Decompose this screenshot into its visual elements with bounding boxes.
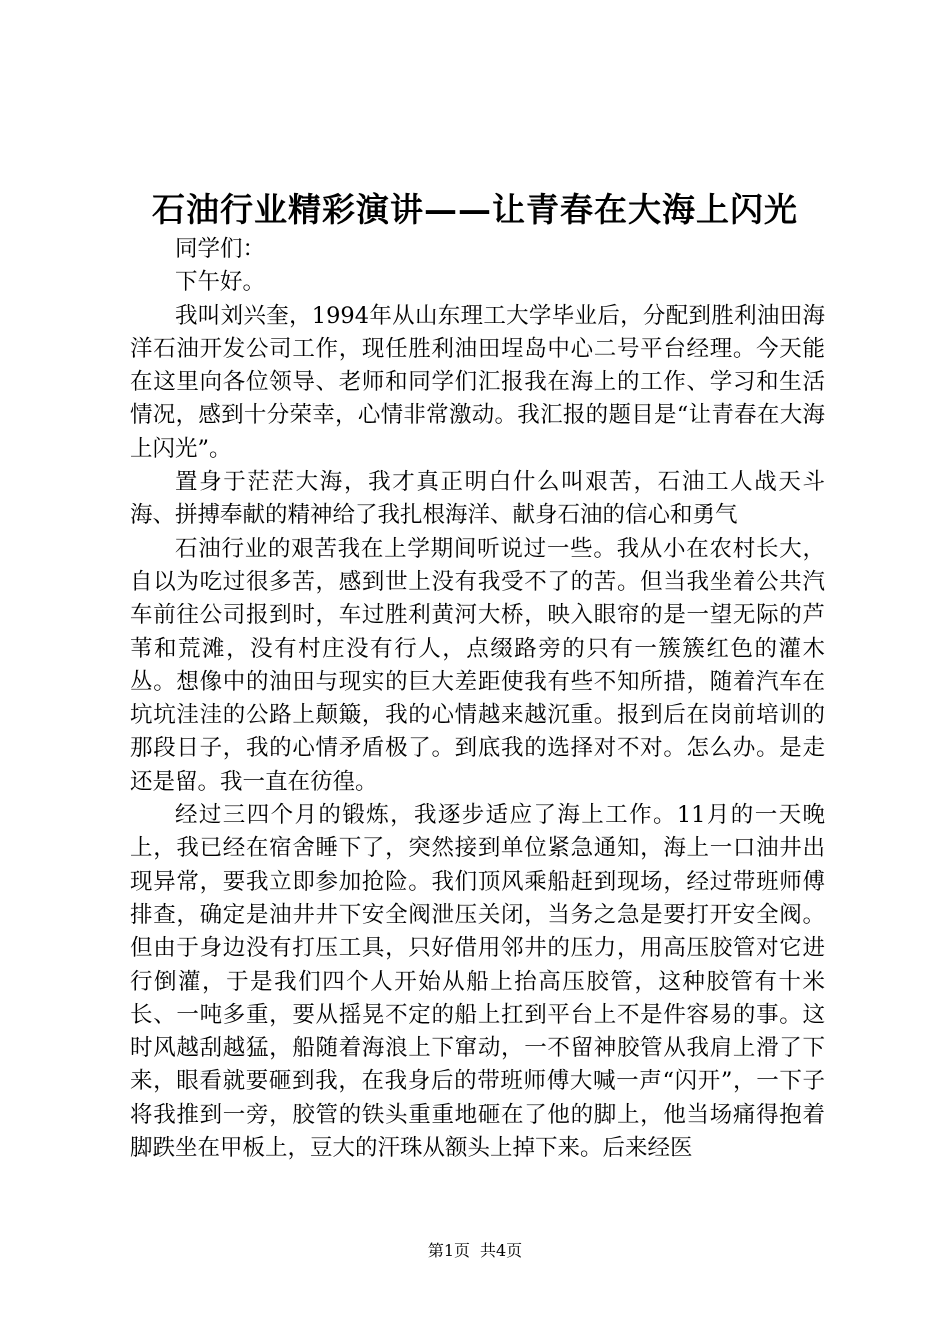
paragraph-salutation: 下午好。 bbox=[175, 269, 266, 296]
paragraph-introduction: 我叫刘兴奎，1994年从山东理工大学毕业后，分配到胜利油田海洋石油开发公司工作，现任胜利油田埕岛中心二号平台经理。今天能在这里向各位领导、老师和同学们汇报我在海上的工作、学习和生活情况，感到十分荣幸，心情非常激动。我汇报的题目是“让青春在大海上闪光”。 bbox=[130, 302, 825, 462]
page-number: 第1页 bbox=[427, 1241, 470, 1260]
document-body bbox=[130, 233, 825, 1165]
paragraph-greeting: 同学们： bbox=[175, 236, 266, 262]
paragraph-section-heading: 置身于茫茫大海，我才真正明白什么叫艰苦，石油工人战天斗海、拼搏奉献的精神给了我扎根海洋、献身石油的信心和勇气 bbox=[130, 469, 825, 529]
document-title: 石油行业精彩演讲——让青春在大海上闪光 bbox=[152, 190, 798, 229]
page-total: 共4页 bbox=[480, 1241, 523, 1260]
paragraph-rescue-story: 经过三四个月的锻炼，我逐步适应了海上工作。11月的一天晚上，我已经在宿舍睡下了，突然接到单位紧急通知，海上一口油井出现异常，要我立即参加抢险。我们顶风乘船赶到现场，经过带班师傅排查，确定是油井井下安全阀泄压关闭，当务之急是要打开安全阀。但由于身边没有打压工具，只好借用邻井的压力，用高压胶管对它进行倒灌，于是我们四个人开始从船上抬高压胶管，这种胶管有十米长、一吨多重，要从摇晃不定的船上扛到平台上不是件容易的事。这时风越刮越猛，船随着海浪上下窜动，一不留神胶管从我肩上滑了下来，眼看就要砸到我，在我身后的带班师傅大喊一声“闪开”，一下子将我推到一旁，胶管的铁头重重地砸在了他的脚上，他当场痛得抱着脚跌坐在甲板上，豆大的汗珠从额头上掉下来。后来经医 bbox=[130, 802, 825, 1162]
paragraph-hardship: 石油行业的艰苦我在上学期间听说过一些。我从小在农村长大，自以为吃过很多苦，感到世上没有我受不了的苦。但当我坐着公共汽车前往公司报到时，车过胜利黄河大桥，映入眼帘的是一望无际的芦苇和荒滩，没有村庄没有行人，点缀路旁的只有一簇簇红色的灌木丛。想像中的油田与现实的巨大差距使我有些不知所措，随着汽车在坑坑洼洼的公路上颠簸，我的心情越来越沉重。报到后在岗前培训的那段日子，我的心情矛盾极了。到底我的选择对不对。怎么办。是走还是留。我一直在彷徨。 bbox=[130, 535, 825, 795]
page-footer bbox=[0, 1240, 950, 1262]
